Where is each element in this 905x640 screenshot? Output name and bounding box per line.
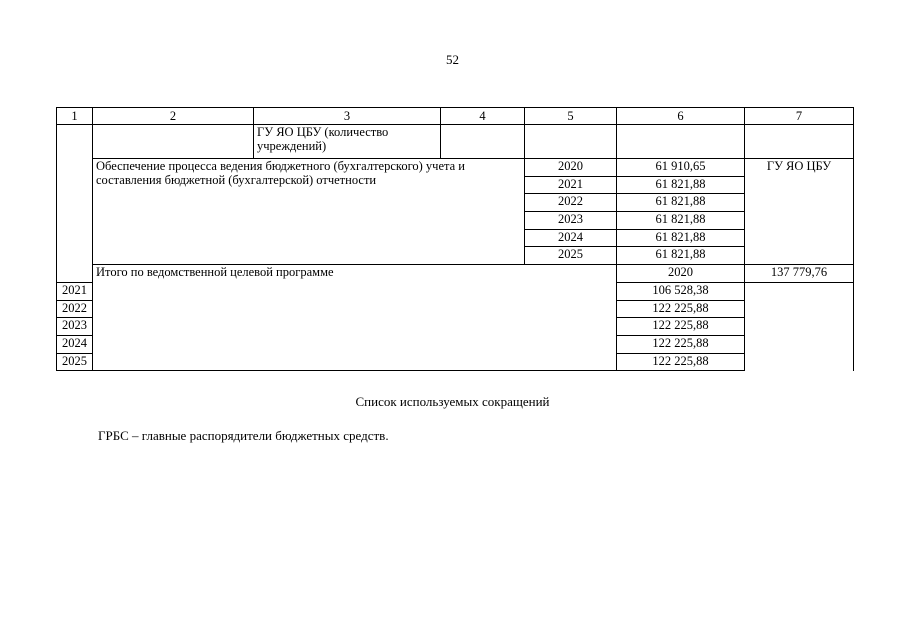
empty-cell	[93, 125, 254, 159]
amount-cell: 61 910,65	[617, 159, 745, 177]
abbreviation-item: ГРБС – главные распорядители бюджетных средств.	[98, 428, 389, 443]
amount-cell: 122 225,88	[617, 335, 745, 353]
table-row	[57, 159, 854, 177]
year-cell: 2024	[525, 229, 617, 247]
year-cell: 2025	[57, 353, 93, 371]
header-cell: 7	[745, 108, 854, 125]
amount-cell: 122 225,88	[617, 318, 745, 336]
amount-cell: 106 528,38	[617, 282, 745, 300]
amount-cell: 61 821,88	[617, 194, 745, 212]
table-row	[57, 125, 854, 159]
table-header-row	[57, 108, 854, 125]
amount-cell: 61 821,88	[617, 212, 745, 230]
year-cell: 2023	[57, 318, 93, 336]
header-cell: 5	[525, 108, 617, 125]
empty-cell	[745, 125, 854, 159]
empty-cell	[57, 125, 93, 283]
org-cell: ГУ ЯО ЦБУ (количество учреждений)	[254, 125, 441, 159]
year-cell: 2025	[525, 247, 617, 265]
amount-cell: 137 779,76	[745, 265, 854, 283]
amount-cell: 122 225,88	[617, 300, 745, 318]
header-cell: 4	[441, 108, 525, 125]
year-cell: 2022	[525, 194, 617, 212]
amount-cell: 61 821,88	[617, 176, 745, 194]
year-cell: 2023	[525, 212, 617, 230]
year-cell: 2024	[57, 335, 93, 353]
amount-cell: 61 821,88	[617, 247, 745, 265]
header-cell: 2	[93, 108, 254, 125]
total-row	[57, 265, 854, 283]
page-number: 52	[446, 52, 459, 67]
executor-cell: ГУ ЯО ЦБУ	[745, 159, 854, 265]
year-cell: 2021	[525, 176, 617, 194]
year-cell: 2020	[525, 159, 617, 177]
header-cell: 1	[57, 108, 93, 125]
empty-cell	[441, 125, 525, 159]
header-cell: 3	[254, 108, 441, 125]
task-description: Обеспечение процесса ведения бюджетного (бухгалтерского) учета и составления бюджетной (бухгалтерской) отчетности	[93, 159, 525, 265]
total-label: Итого по ведомственной целевой программе	[93, 265, 617, 371]
budget-table	[56, 107, 854, 371]
year-cell: 2022	[57, 300, 93, 318]
abbreviations-title: Список используемых сокращений	[355, 394, 550, 409]
year-cell: 2021	[57, 282, 93, 300]
header-cell: 6	[617, 108, 745, 125]
year-cell: 2020	[617, 265, 745, 283]
amount-cell: 61 821,88	[617, 229, 745, 247]
amount-cell: 122 225,88	[617, 353, 745, 371]
empty-cell	[617, 125, 745, 159]
empty-cell	[525, 125, 617, 159]
